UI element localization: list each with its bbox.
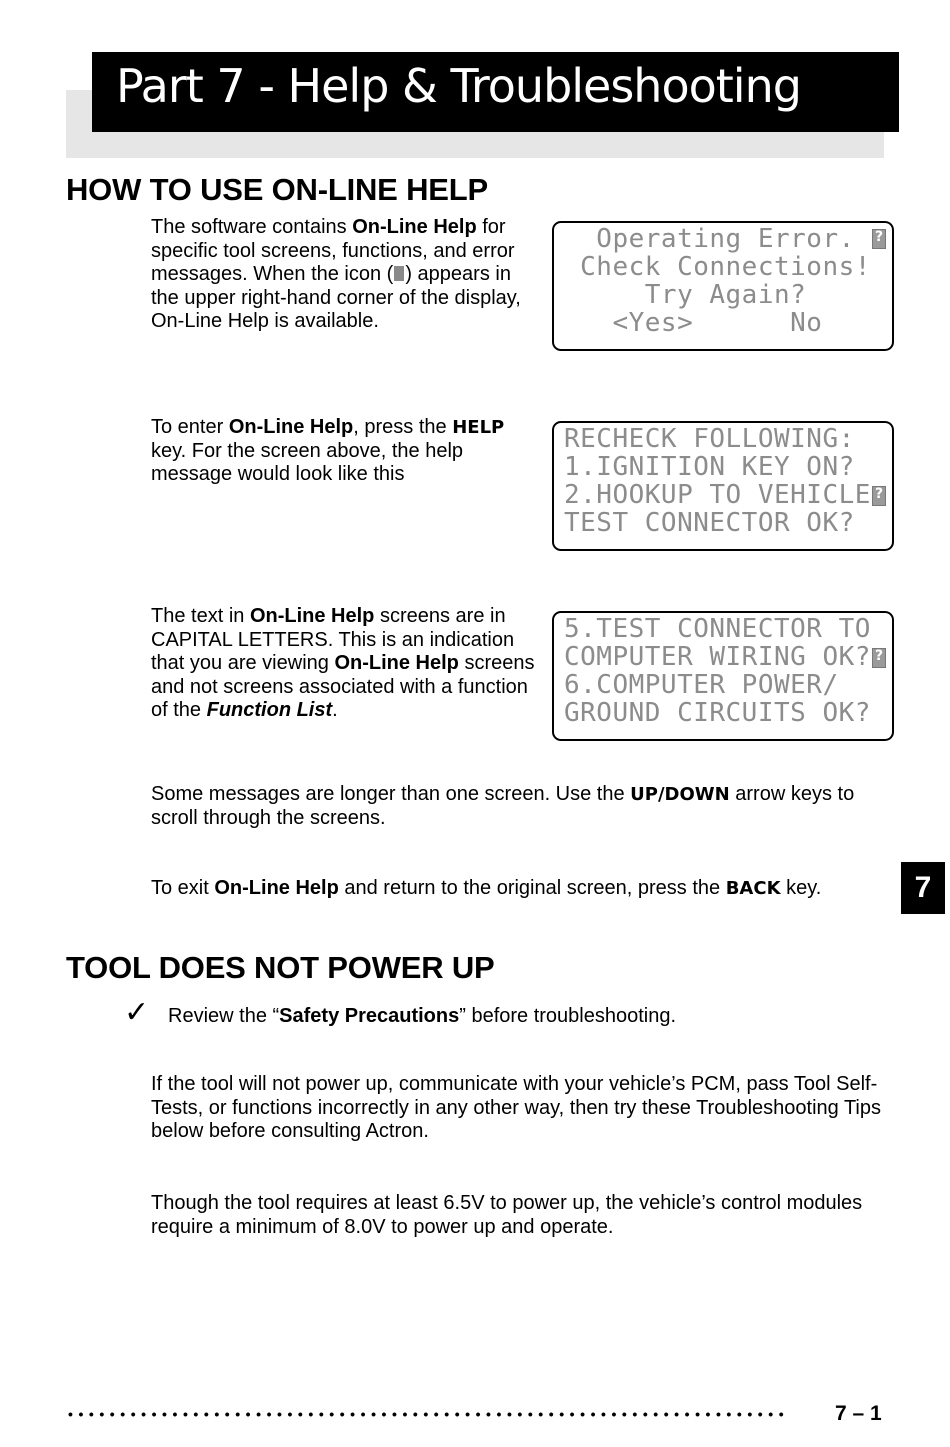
voltage-paragraph: Though the tool requires at least 6.5V to power up, the vehicle’s control modules require a minimum of 8.0V to power up and operate. <box>151 1192 863 1238</box>
lcd-line: 2.HOOKUP TO VEHICLE <box>564 480 871 510</box>
help-icon <box>872 229 886 249</box>
lcd-line: 1.IGNITION KEY ON? <box>564 452 855 482</box>
lcd-line: 6.COMPUTER POWER/ <box>564 670 839 700</box>
checkmark-icon: ✓ <box>124 995 150 1030</box>
scroll-indicator-icon <box>872 486 886 506</box>
lcd-line: <Yes> No <box>564 308 823 338</box>
lcd-screen-operating-error <box>552 221 894 351</box>
lcd-line: RECHECK FOLLOWING: <box>564 424 855 454</box>
lcd-line: Operating Error. <box>564 224 855 254</box>
lcd-line: Check Connections! <box>564 252 871 282</box>
lcd-line: 5.TEST CONNECTOR TO <box>564 614 871 644</box>
lcd-line: GROUND CIRCUITS OK? <box>564 698 871 728</box>
scroll-messages-paragraph: Some messages are longer than one screen. Use the UP/DOWN arrow keys to scroll through the screens. <box>151 783 855 829</box>
scroll-indicator-icon <box>872 648 886 668</box>
exit-help-paragraph: To exit On-Line Help and return to the original screen, press the BACK key. <box>151 877 822 899</box>
enter-help-paragraph: To enter On-Line Help, press the HELP key. For the screen above, the help message would look like this <box>151 416 505 485</box>
chapter-tab: 7 <box>901 862 945 914</box>
page-number: 7 – 1 <box>835 1402 882 1425</box>
power-up-paragraph: If the tool will not power up, communicate with your vehicle’s PCM, pass Tool Self-Tests, or functions incorrectly in any other way, then try these Troubleshooting Tips below before consulting Actron. <box>151 1073 881 1142</box>
online-help-intro-paragraph: The software contains On-Line Help for specific tool screens, functions, and error messages. When the icon ( ) appears in the upper right-hand corner of the display, On-Line Help is available. <box>151 216 521 332</box>
page-title: Part 7 - Help & Troubleshooting <box>116 59 801 113</box>
lcd-line: TEST CONNECTOR OK? <box>564 508 855 538</box>
lcd-screen-recheck <box>552 421 894 551</box>
section-heading-power-up: TOOL DOES NOT POWER UP <box>66 950 495 985</box>
lcd-screen-test-connector <box>552 611 894 741</box>
lcd-line: COMPUTER WIRING OK? <box>564 642 871 672</box>
safety-check-item: Review the “Safety Precautions” before troubleshooting. <box>168 1005 677 1027</box>
lcd-line: Try Again? <box>564 280 807 310</box>
footer-dot-leader: ••••••••••••••••••••••••••••••••••••••••••••••••••••••••••••••••••••• <box>68 1406 790 1422</box>
help-icon <box>394 266 404 281</box>
section-heading-online-help: HOW TO USE ON-LINE HELP <box>66 172 488 207</box>
capital-letters-paragraph: The text in On-Line Help screens are in CAPITAL LETTERS. This is an indication that you are viewing On-Line Help screens and not screens associated with a function of the Function List. <box>151 605 535 721</box>
